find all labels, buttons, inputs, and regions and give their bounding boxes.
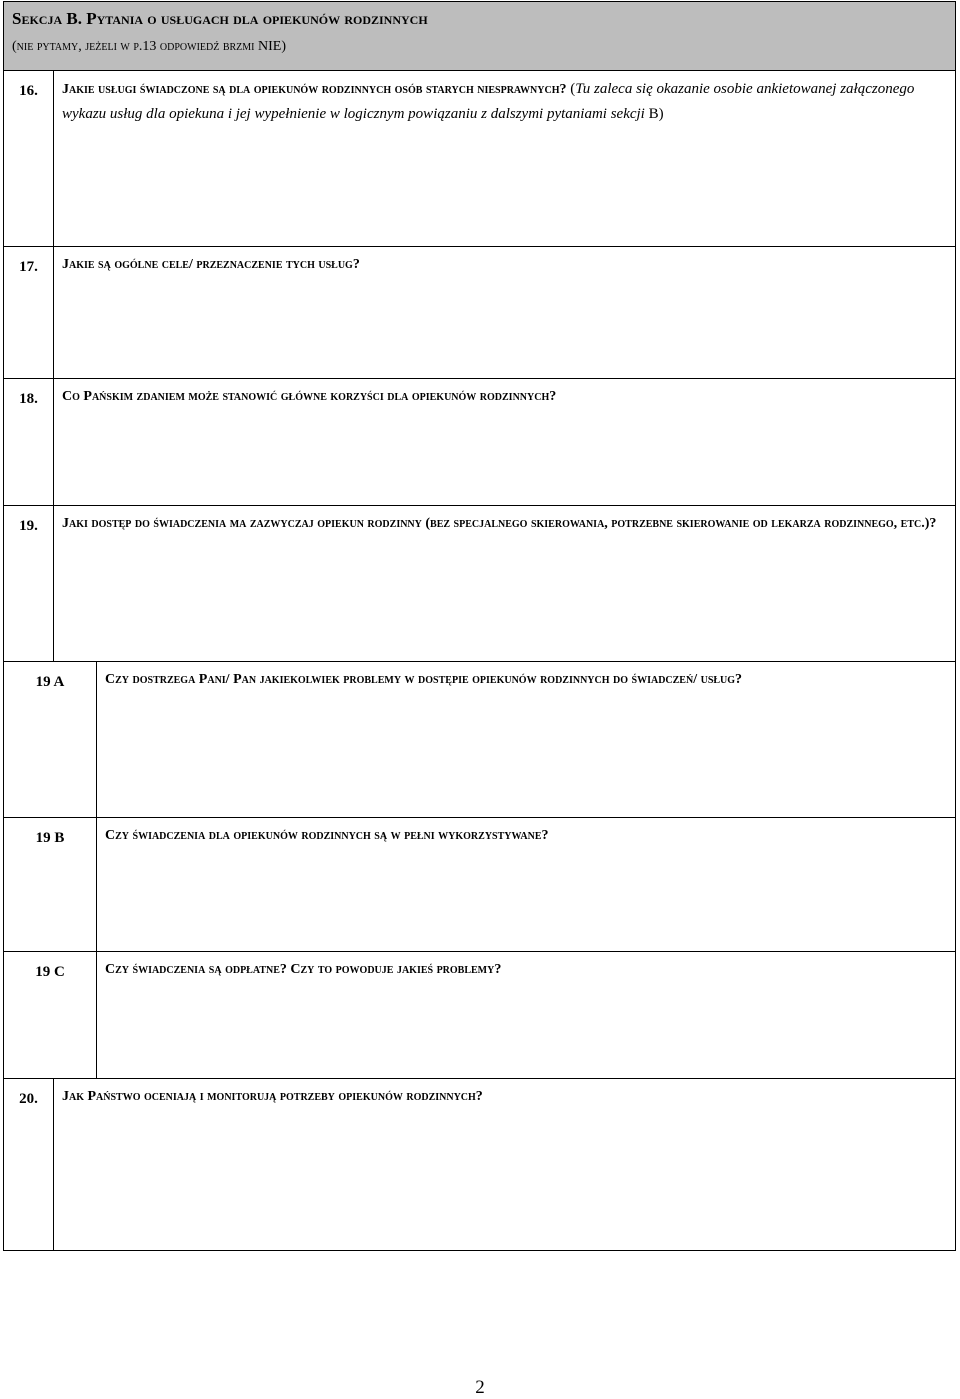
question-text: Czy świadczenia dla opiekunów rodzinnych są w pełni wykorzystywane? bbox=[105, 828, 549, 843]
section-note: (nie pytamy, jeżeli w p.13 odpowiedź brzmi NIE) bbox=[12, 39, 286, 54]
question-text: Czy świadczenia są odpłatne? Czy to powoduje jakieś problemy? bbox=[105, 962, 502, 977]
section-header bbox=[3, 1, 956, 71]
question-number: 17. bbox=[4, 247, 54, 378]
question-number: 19 B bbox=[4, 818, 97, 951]
question-row-19 bbox=[3, 506, 956, 662]
question-number: 20. bbox=[4, 1079, 54, 1250]
question-label: Jakie usługi świadczone są dla opiekunów rodzinnych osób starych niesprawnych? bbox=[62, 82, 567, 97]
section-title: Sekcja B. Pytania o usługach dla opiekunów rodzinnych bbox=[12, 9, 428, 28]
question-text: Co Pańskim zdaniem może stanowić główne korzyści dla opiekunów rodzinnych? bbox=[62, 389, 557, 404]
question-text: Jaki dostęp do świadczenia ma zazwyczaj opiekun rodzinny (bez specjalnego skierowania, potrzebne skierowanie od lekarza rodzinnego, etc.)? bbox=[62, 516, 937, 531]
question-text bbox=[62, 71, 949, 127]
note-close: B) bbox=[644, 106, 664, 122]
question-number: 19 A bbox=[4, 662, 97, 817]
page-number: 2 bbox=[475, 1377, 485, 1398]
question-row-19b bbox=[3, 818, 956, 952]
question-row-17 bbox=[3, 247, 956, 379]
question-row-19a bbox=[3, 662, 956, 818]
question-text: Czy dostrzega Pani/ Pan jakiekolwiek problemy w dostępie opiekunów rodzinnych do świadczeń/ usług? bbox=[105, 672, 743, 687]
question-note: Tu zaleca się okazanie osobie ankietowanej załączonego wykazu usług dla opiekuna i jej wypełnienie w logicznym powiązaniu z dalszymi pytaniami sekcji bbox=[62, 81, 915, 122]
note-open: ( bbox=[566, 81, 576, 97]
question-text: Jakie są ogólne cele/ przeznaczenie tych usług? bbox=[62, 257, 360, 272]
question-row-18 bbox=[3, 379, 956, 506]
question-number: 19. bbox=[4, 506, 54, 661]
question-number: 19 C bbox=[4, 952, 97, 1078]
question-number: 16. bbox=[4, 71, 54, 246]
question-row-19c bbox=[3, 952, 956, 1079]
question-number: 18. bbox=[4, 379, 54, 505]
question-text: Jak Państwo oceniają i monitorują potrzeby opiekunów rodzinnych? bbox=[62, 1089, 483, 1104]
question-row-16 bbox=[3, 71, 956, 247]
question-row-20 bbox=[3, 1079, 956, 1251]
